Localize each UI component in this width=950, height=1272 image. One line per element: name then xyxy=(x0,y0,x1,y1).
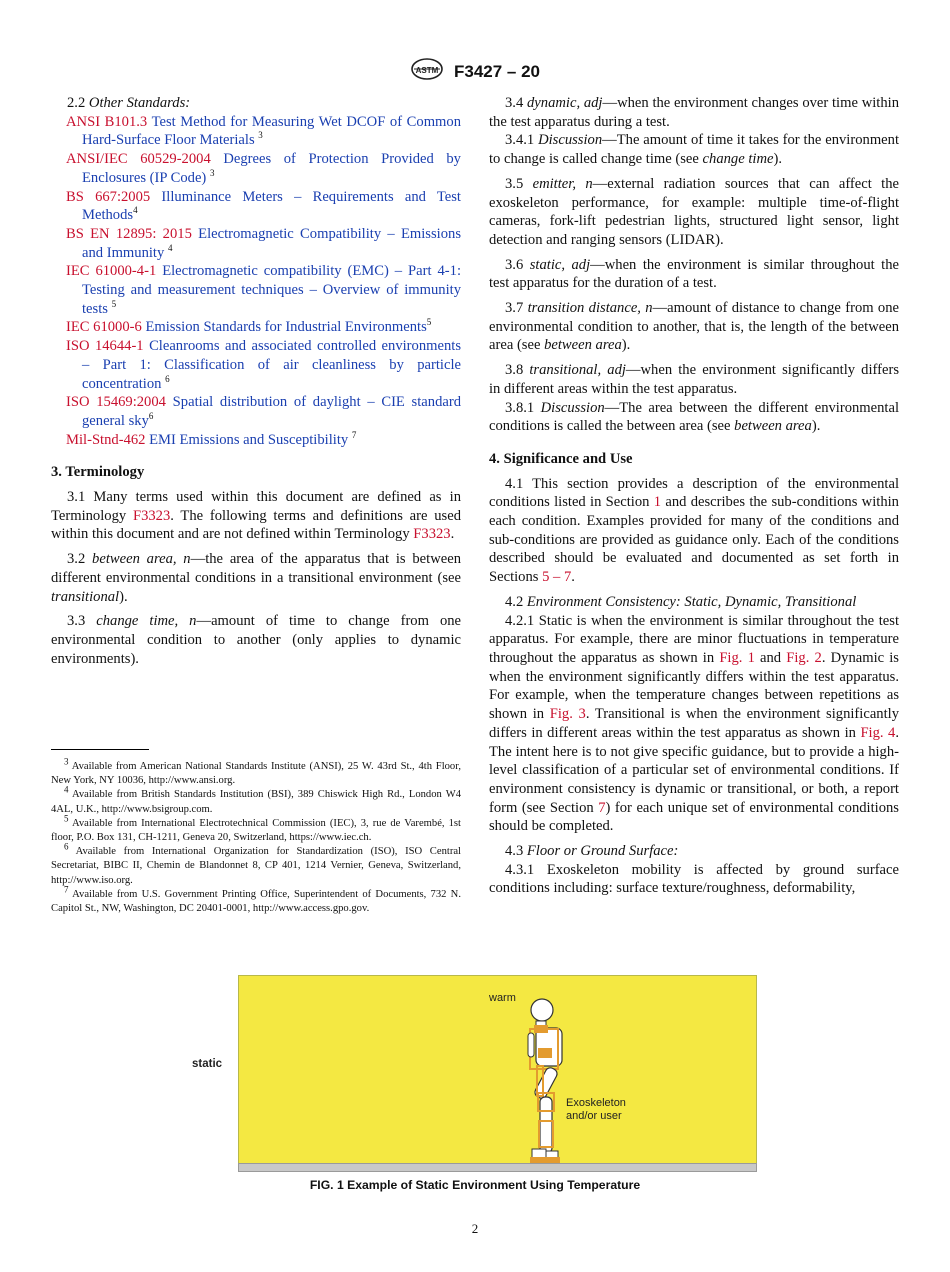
reference-title-link[interactable]: Test Method for Measuring Wet DCOF of Common Hard-Surface Floor Materials xyxy=(82,113,462,149)
section-link[interactable]: 5 – 7 xyxy=(542,569,572,586)
figure-link[interactable]: Fig. 1 xyxy=(719,649,755,666)
figure-label-exoskeleton: Exoskeleton and/or user xyxy=(566,1097,626,1122)
figure-label-static: static xyxy=(192,1058,223,1070)
figure-link[interactable]: Fig. 4 xyxy=(860,724,896,741)
figure-label-warm: warm xyxy=(489,992,516,1004)
paragraph-4-3-1: 4.3.1 Exoskeleton mobility is affected by ground surface conditions including: surface texture/roughness, deformability, xyxy=(489,861,899,897)
figure-caption: FIG. 1 Example of Static Environment Using Temperature xyxy=(309,1178,641,1192)
footnote-divider xyxy=(51,749,149,750)
standard-link[interactable]: F3323 xyxy=(132,507,171,524)
figure-link[interactable]: Fig. 3 xyxy=(549,706,586,723)
paragraph-3-8-1: 3.8.1 Discussion—The area between the different environmental conditions is called the between area (see between area). xyxy=(489,399,900,435)
reference-title-link[interactable]: Emission Standards for Industrial Environments xyxy=(145,319,427,336)
reference-title-link[interactable]: Electromagnetic Compatibility – Emissions and Immunity xyxy=(82,225,461,261)
reference-item: ANSI/IEC 60529-2004 Degrees of Protection Provided by Enclosures (IP Code) $^3$ xyxy=(66,151,461,186)
reference-code-link[interactable]: ISO 15469:2004 xyxy=(66,394,166,411)
section-link[interactable]: 7 xyxy=(598,799,606,816)
reference-title-link[interactable]: Electromagnetic compatibility (EMC) – Part 4-1: Testing and measurement techniques – Overview of immunity tests xyxy=(82,263,461,317)
reference-code-link[interactable]: BS 667:2005 xyxy=(66,188,151,205)
reference-code-link[interactable]: IEC 61000-4-1 xyxy=(66,263,157,280)
reference-title-link[interactable]: Illuminance Meters – Requirements and Test Methods xyxy=(82,188,461,224)
section-link[interactable]: 1 xyxy=(653,494,662,511)
figure-1-panel xyxy=(238,975,757,1172)
reference-item: IEC 61000-6 Emission Standards for Industrial Environments$^5$ xyxy=(66,317,432,336)
standard-link[interactable]: F3323 xyxy=(413,526,451,543)
page-number: 2 xyxy=(471,1221,479,1236)
reference-item: ISO 15469:2004 Spatial distribution of daylight – CIE standard general sky$^6$ xyxy=(66,394,461,429)
footnote: $^7$ Available from U.S. Government Printing Office, Superintendent of Documents, 732 N. Capitol St., NW, Washington, DC 20401-0001, http://www.access.gpo.gov. xyxy=(51,884,461,915)
reference-code-link[interactable]: Mil-Stnd-462 xyxy=(66,431,146,448)
paragraph-4-2: 4.2 Environment Consistency: Static, Dynamic, Transitional xyxy=(505,593,857,610)
page-header xyxy=(0,58,950,85)
figure-link[interactable]: Fig. 2 xyxy=(786,649,822,666)
footnote: $^3$ Available from American National Standards Institute (ANSI), 25 W. 43rd St., 4th Floor, New York, NY 10036, http://www.ansi.org. xyxy=(51,756,461,787)
reference-code-link[interactable]: ANSI/IEC 60529-2004 xyxy=(66,151,211,168)
paragraph-3-7: 3.7 transition distance, n—amount of distance to change from one environmental condition to another, that is, the length of the between area (see between area). xyxy=(489,300,899,354)
figure-floor xyxy=(238,1163,757,1172)
footnote: $^5$ Available from International Electrotechnical Commission (IEC), 3, rue de Varembé, 1st floor, P.O. Box 131, CH-1211, Geneva 20, Switzerland, https://www.iec.ch. xyxy=(51,813,461,844)
reference-item: Mil-Stnd-462 EMI Emissions and Susceptibility $^7$ xyxy=(66,429,357,448)
paragraph-4-2-1: 4.2.1 Static is when the environment is similar throughout the test apparatus. For example, there are minor fluctuations in temperature throughout the apparatus as shown in Fig. 1 and Fig. 2. Dynamic is when the environment significantly differs within the test apparatus. For example, when the temperature changes between repetitions as shown in Fig. 3. Transitional is when the environment significantly differs in different areas within the test apparatus as shown in Fig. 4. The intent here is to not give specific guidance, but to provide a high-level classification of a particular set of environmental conditions. If environment consistency is dynamic or transitional, or both, a report form (see Section 7) for each unique set of environmental conditions should be completed. xyxy=(489,612,899,835)
paragraph-3-8: 3.8 transitional, adj—when the environment significantly differs in different areas within the test apparatus. xyxy=(489,362,900,397)
astm-logo-icon xyxy=(410,58,444,85)
paragraph-3-2: 3.2 between area, n—the area of the apparatus that is between different environmental conditions in a transitional environment (see transitional). xyxy=(51,551,462,605)
footnotes xyxy=(51,756,461,916)
reference-title-link[interactable]: Cleanrooms and associated controlled environments – Part 1: Classification of air cleanliness by particle concentration xyxy=(82,338,461,392)
subsection-2-2: 2.2 Other Standards: xyxy=(67,95,191,111)
reference-code-link[interactable]: ISO 14644-1 xyxy=(66,338,144,355)
paragraph-3-4: 3.4 dynamic, adj—when the environment changes over time within the test apparatus during a test. xyxy=(489,95,899,130)
right-column xyxy=(489,94,899,898)
left-column xyxy=(51,94,461,668)
document-number: F3427 – 20 xyxy=(453,61,540,81)
paragraph-3-3: 3.3 change time, n—amount of time to change from one environmental condition to another (only applies to dynamic environments). xyxy=(51,613,462,667)
reference-item: IEC 61000-4-1 Electromagnetic compatibility (EMC) – Part 4-1: Testing and measurement techniques – Overview of immunity tests $^5$ xyxy=(66,263,461,317)
reference-title-link[interactable]: Spatial distribution of daylight – CIE standard general sky xyxy=(82,394,461,429)
reference-title-link[interactable]: EMI Emissions and Susceptibility xyxy=(149,431,349,448)
reference-item: ANSI B101.3 Test Method for Measuring Wet DCOF of Common Hard-Surface Floor Materials $^3$ xyxy=(66,113,462,149)
reference-code-link[interactable]: ANSI B101.3 xyxy=(66,113,148,130)
footnote: $^4$ Available from British Standards Institution (BSI), 389 Chiswick High Rd., London W4 4AL, U.K., http://www.bsigroup.com. xyxy=(51,784,461,815)
footnote: $^6$ Available from International Organization for Standardization (ISO), ISO Central Secretariat, BIBC II, Chemin de Blandonnet 8, CP 401, 1214 Vernier, Geneva, Switzerland, http://www.iso.org. xyxy=(51,841,461,886)
reference-title-link[interactable]: Degrees of Protection Provided by Enclosures (IP Code) xyxy=(82,151,461,186)
section-heading-significance: 4. Significance and Use xyxy=(489,450,633,467)
paragraph-3-6: 3.6 static, adj—when the environment is similar throughout the test apparatus for the duration of a test. xyxy=(489,256,899,292)
reference-item: BS 667:2005 Illuminance Meters – Requirements and Test Methods$^4$ xyxy=(66,188,461,224)
paragraph-3-1: 3.1 Many terms used within this document are defined as in Terminology F3323. The following terms and definitions are used within this document and are not defined within Terminology F3323. xyxy=(51,489,461,543)
paragraph-4-3: 4.3 Floor or Ground Surface: xyxy=(505,843,679,860)
paragraph-3-5: 3.5 emitter, n—external radiation sources that can affect the exoskeleton performance, for example: multiple time-of-flight cameras, fork-lift pedestrian lights, structured light sensor, light detection and ranging sensors (LIDAR). xyxy=(489,175,899,248)
reference-item: ISO 14644-1 Cleanrooms and associated controlled environments – Part 1: Classification of air cleanliness by particle concentration $^6$ xyxy=(66,338,461,392)
paragraph-4-1: 4.1 This section provides a description of the environmental conditions listed in Section 1 and describes the sub-conditions within each condition. Examples provided for many of the conditions and sub-conditions are provided as guidance only. Each of the conditions described should be evaluated and documented as set forth in Sections 5 – 7. xyxy=(489,475,899,586)
exoskeleton-figure-icon xyxy=(520,993,570,1165)
reference-code-link[interactable]: IEC 61000-6 xyxy=(66,319,142,336)
reference-item: BS EN 12895: 2015 Electromagnetic Compatibility – Emissions and Immunity $^4$ xyxy=(66,225,461,261)
svg-text:ASTM: ASTM xyxy=(415,66,439,75)
paragraph-3-4-1: 3.4.1 Discussion—The amount of time it takes for the environment to change is called change time (see change time). xyxy=(489,132,899,168)
reference-code-link[interactable]: BS EN 12895: 2015 xyxy=(66,225,192,242)
reference-list xyxy=(51,113,461,450)
section-heading-terminology: 3. Terminology xyxy=(51,464,145,481)
